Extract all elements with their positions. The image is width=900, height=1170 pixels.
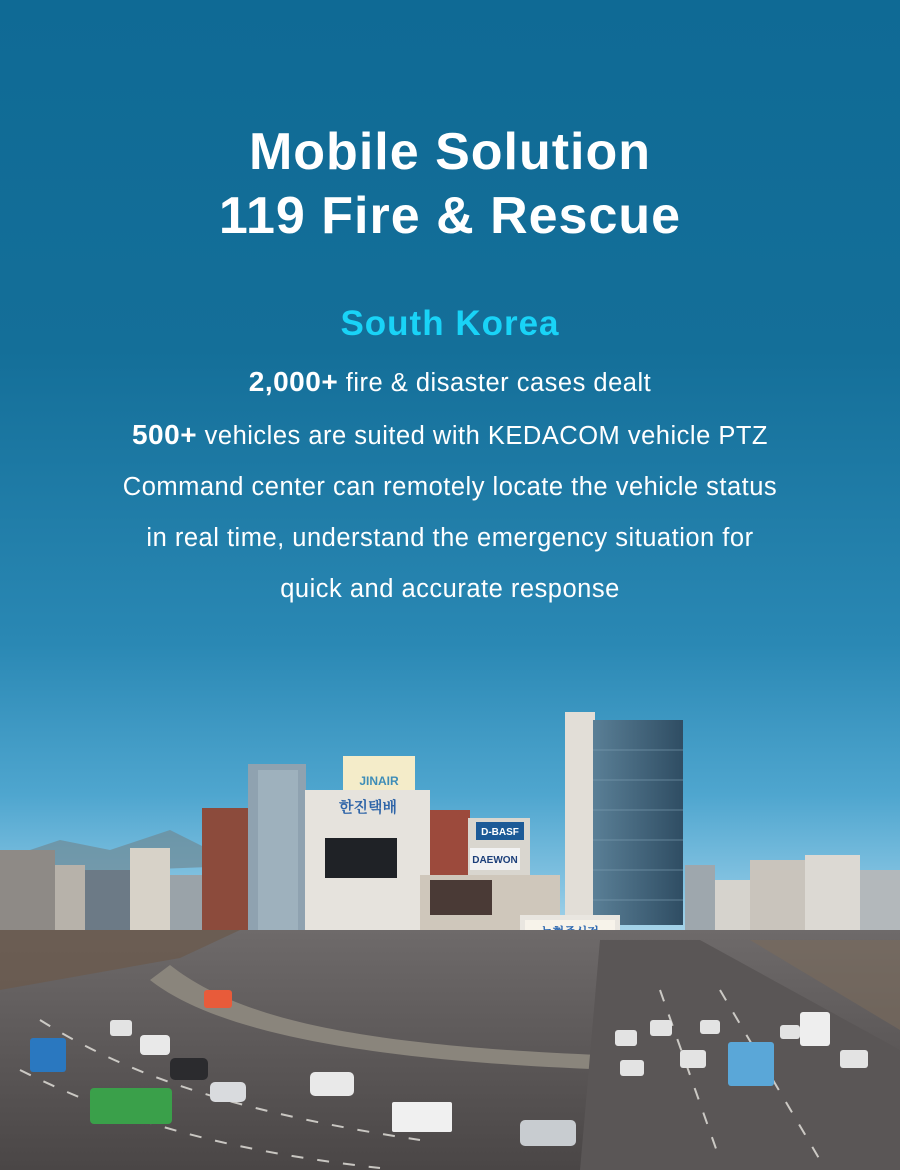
jinair-sign-text: JINAIR: [359, 774, 399, 788]
basf-sign-text: D-BASF: [481, 827, 519, 838]
car: [210, 1082, 246, 1102]
fact-vehicles: [0, 409, 900, 462]
building: [85, 870, 130, 930]
page-title: [0, 120, 900, 248]
description-line-3: quick and accurate response: [280, 575, 620, 603]
facts-block: [0, 356, 900, 615]
car: [310, 1072, 354, 1096]
billboard-movie: [430, 880, 492, 915]
region-heading: South Korea: [340, 304, 560, 343]
bus: [204, 990, 232, 1008]
city-photo: [0, 690, 900, 1170]
building: [130, 848, 170, 930]
fact-vehicles-number: 500+: [131, 419, 198, 450]
glass-tower: [593, 720, 683, 925]
car: [520, 1120, 576, 1146]
bus: [800, 1012, 830, 1046]
building: [805, 855, 860, 940]
building: [202, 808, 250, 933]
hanjin-sign-text: 한진택배: [339, 798, 397, 816]
fact-cases: [0, 356, 900, 409]
description-line-2: in real time, understand the emergency situation for: [146, 524, 754, 552]
building: [170, 875, 202, 930]
building: [0, 850, 55, 930]
building: [860, 870, 900, 940]
description-line-1: Command center can remotely locate the vehicle status: [122, 473, 778, 501]
truck: [392, 1102, 452, 1132]
car: [170, 1058, 208, 1080]
title-line-2: 119 Fire & Rescue: [218, 187, 682, 245]
glass-tower-side: [565, 712, 595, 922]
building: [258, 770, 298, 930]
building: [55, 865, 85, 930]
bus: [728, 1042, 774, 1086]
fact-cases-text: fire & disaster cases dealt: [338, 369, 652, 397]
daewon-sign-text: DAEWON: [472, 855, 518, 866]
building: [750, 860, 805, 940]
title-line-1: Mobile Solution: [248, 123, 652, 181]
fact-cases-number: 2,000+: [248, 366, 339, 397]
billboard-dark: [325, 838, 397, 878]
fact-vehicles-text: vehicles are suited with KEDACOM vehicle PTZ: [197, 422, 768, 450]
building: [685, 865, 715, 940]
bus: [30, 1038, 66, 1072]
bus: [90, 1088, 172, 1124]
car: [140, 1035, 170, 1055]
